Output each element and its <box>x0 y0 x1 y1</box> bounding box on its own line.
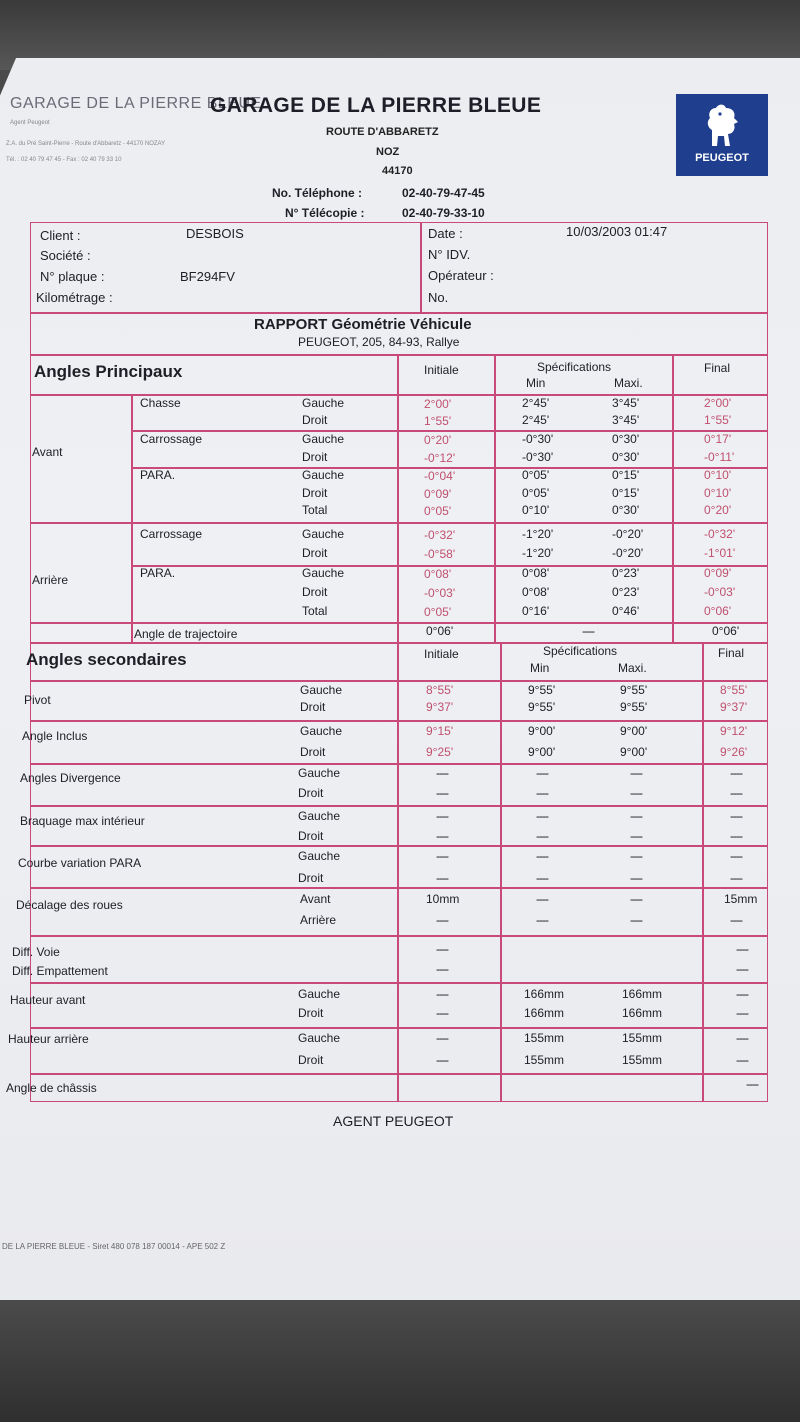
decalage-label: Décalage des roues <box>16 898 123 912</box>
divider <box>30 1073 768 1075</box>
hauteur-avant-label: Hauteur avant <box>10 993 86 1007</box>
inclus-min-cell: 9°00' <box>528 745 556 759</box>
principal-initiale-cell: 0°08' <box>424 567 452 581</box>
principal-initiale-cell: 0°05' <box>424 605 452 619</box>
principal-group-label: Chasse <box>140 396 181 410</box>
divider <box>30 845 768 847</box>
pivot-max-cell: 9°55' <box>620 700 648 714</box>
hauteur-arriere-min-droit: 155mm <box>524 1053 565 1067</box>
empty-value-dash: ---- <box>630 892 642 906</box>
faded-agent-label: Agent Peugeot <box>10 120 50 126</box>
principal-initiale-cell: -0°32' <box>424 528 456 542</box>
empty-value-dash: ---- <box>436 766 448 780</box>
principal-col-final: Final <box>704 361 731 375</box>
principal-col-specs: Spécifications <box>537 360 612 374</box>
peugeot-logo <box>676 94 768 176</box>
pivot-max-cell: 9°55' <box>620 683 648 697</box>
empty-value-dash: ---- <box>436 942 448 956</box>
pivot-label: Pivot <box>24 693 51 707</box>
secondary-col-final: Final <box>718 646 745 660</box>
principal-final-cell: 2°00' <box>704 396 732 410</box>
secondary-col-max: Maxi. <box>618 661 647 675</box>
pivot-side-label: Droit <box>300 700 326 714</box>
side-label: Droit <box>298 871 324 885</box>
side-label: Droit <box>298 1053 324 1067</box>
principal-col-min: Min <box>526 376 546 390</box>
principal-min-cell: -1°20' <box>522 527 554 541</box>
pivot-final-cell: 8°55' <box>720 683 748 697</box>
principal-max-cell: 0°15' <box>612 468 640 482</box>
principal-side-label: Gauche <box>302 566 345 580</box>
principal-side-label: Droit <box>302 585 328 599</box>
principal-min-cell: 0°05' <box>522 486 550 500</box>
principal-min-cell: 0°10' <box>522 503 550 517</box>
empty-value-dash: ---- <box>536 829 548 843</box>
client-value: DESBOIS <box>186 226 244 241</box>
principal-max-cell: -0°20' <box>612 546 644 560</box>
decalage-avant-final: 15mm <box>724 892 758 906</box>
secondary-col-min: Min <box>530 661 550 675</box>
empty-value-dash: ---- <box>536 786 548 800</box>
empty-value-dash: ---- <box>730 849 742 863</box>
principal-min-cell: -0°30' <box>522 432 554 446</box>
principal-side-label: Gauche <box>302 396 345 410</box>
principal-side-label: Droit <box>302 450 328 464</box>
fax-label: N° Télécopie : <box>285 206 365 220</box>
divider <box>397 642 399 1102</box>
courbe-label: Courbe variation PARA <box>18 856 142 870</box>
principal-group-label: Carrossage <box>140 432 203 446</box>
empty-value-dash: ---- <box>436 987 448 1001</box>
empty-value-dash: ---- <box>736 1006 748 1020</box>
divider <box>30 720 768 722</box>
peugeot-brand-text: PEUGEOT <box>695 152 749 164</box>
divider <box>30 805 768 807</box>
hauteur-avant-max-gauche: 166mm <box>622 987 663 1001</box>
arriere-label: Arrière <box>32 573 69 587</box>
pivot-initiale-cell: 8°55' <box>426 683 454 697</box>
inclus-max-cell: 9°00' <box>620 724 648 738</box>
principal-initiale-cell: -0°12' <box>424 451 456 465</box>
principal-min-cell: 0°16' <box>522 604 550 618</box>
empattement-label: Diff. Empattement <box>12 964 108 978</box>
divider <box>30 680 768 682</box>
principal-min-cell: 0°08' <box>522 585 550 599</box>
pivot-initiale-cell: 9°37' <box>426 700 454 714</box>
empty-value-dash: ---- <box>730 786 742 800</box>
phone-value: 02-40-79-47-45 <box>402 186 485 200</box>
garage-city: NOZ <box>376 146 400 158</box>
principal-final-cell: 0°17' <box>704 432 732 446</box>
inclus-final-cell: 9°26' <box>720 745 748 759</box>
side-label: Droit <box>298 1006 324 1020</box>
voie-label: Diff. Voie <box>12 945 60 959</box>
empty-value-dash: ---- <box>730 871 742 885</box>
principal-final-cell: -0°11' <box>704 450 735 464</box>
principal-final-cell: 0°06' <box>704 604 732 618</box>
side-label: Droit <box>298 829 324 843</box>
empty-value-dash: ---- <box>730 766 742 780</box>
braquage-label: Braquage max intérieur <box>20 814 145 828</box>
divider <box>500 642 502 1102</box>
principal-max-cell: 0°46' <box>612 604 640 618</box>
side-label: Gauche <box>298 987 341 1001</box>
empty-value-dash: ---- <box>436 871 448 885</box>
principal-initiale-cell: -0°58' <box>424 547 456 561</box>
divider <box>420 222 422 312</box>
pivot-final-cell: 9°37' <box>720 700 748 714</box>
divider <box>30 312 768 314</box>
principal-max-cell: 0°23' <box>612 566 640 580</box>
empty-value-dash: ---- <box>630 786 642 800</box>
principal-max-cell: 3°45' <box>612 413 640 427</box>
hauteur-arriere-max-droit: 155mm <box>622 1053 663 1067</box>
legal-footer: DE LA PIERRE BLEUE - Siret 480 078 187 00014 - APE 502 Z <box>2 1242 226 1251</box>
fax-value: 02-40-79-33-10 <box>402 206 485 220</box>
empty-value-dash: ---- <box>630 913 642 927</box>
empty-value-dash: ---- <box>436 962 448 976</box>
empty-value-dash: ---- <box>730 809 742 823</box>
side-label: Gauche <box>298 849 341 863</box>
principal-initiale-cell: 0°09' <box>424 487 452 501</box>
empty-value-dash: ---- <box>536 766 548 780</box>
principal-side-label: Droit <box>302 546 328 560</box>
principal-side-label: Gauche <box>302 468 345 482</box>
plaque-label: N° plaque : <box>40 269 105 284</box>
divider <box>30 622 768 624</box>
agent-peugeot-footer: AGENT PEUGEOT <box>333 1113 454 1129</box>
empty-value-dash: ---- <box>630 849 642 863</box>
empty-value-dash: ---- <box>630 829 642 843</box>
report-title: RAPPORT Géométrie Véhicule <box>254 316 472 333</box>
divider <box>494 354 496 642</box>
principal-max-cell: 0°15' <box>612 486 640 500</box>
side-label: Gauche <box>298 766 341 780</box>
trajectoire-initiale: 0°06' <box>426 624 454 638</box>
empty-value-dash: ---- <box>736 1053 748 1067</box>
inclus-side-label: Gauche <box>300 724 343 738</box>
empty-value-dash: ---- <box>436 1031 448 1045</box>
principal-max-cell: 3°45' <box>612 396 640 410</box>
principal-group-label: Carrossage <box>140 527 203 541</box>
divider <box>30 642 768 644</box>
client-label: Client : <box>40 228 81 243</box>
kilometrage-label: Kilométrage : <box>36 290 113 305</box>
empty-value-dash: ---- <box>736 962 748 976</box>
empty-value-dash: ---- <box>730 913 742 927</box>
principal-group-label: PARA. <box>140 566 176 580</box>
principal-initiale-cell: -0°04' <box>424 469 456 483</box>
trajectoire-spec: ---- <box>582 624 594 638</box>
inclus-max-cell: 9°00' <box>620 745 648 759</box>
divider <box>131 394 133 642</box>
avant-label: Avant <box>32 445 63 459</box>
divider <box>30 935 768 937</box>
principal-side-label: Droit <box>302 413 328 427</box>
divider <box>30 763 768 765</box>
principal-max-cell: 0°30' <box>612 432 640 446</box>
principal-side-label: Total <box>302 503 328 517</box>
principal-final-cell: 0°20' <box>704 503 732 517</box>
principal-final-cell: -0°32' <box>704 527 736 541</box>
principal-min-cell: 0°08' <box>522 566 550 580</box>
empty-value-dash: ---- <box>436 786 448 800</box>
principal-side-label: Gauche <box>302 432 345 446</box>
principal-col-max: Maxi. <box>614 376 643 390</box>
divider <box>30 354 768 356</box>
hauteur-arriere-label: Hauteur arrière <box>8 1032 89 1046</box>
chassis-label: Angle de châssis <box>6 1081 97 1095</box>
divider <box>702 642 704 1102</box>
hauteur-avant-min-gauche: 166mm <box>524 987 565 1001</box>
divider <box>672 354 674 642</box>
faded-garage-name: GARAGE DE LA PIERRE BLEUE <box>10 95 262 112</box>
date-label: Date : <box>428 226 463 241</box>
empty-value-dash: ---- <box>536 849 548 863</box>
inclus-initiale-cell: 9°15' <box>426 724 454 738</box>
principal-min-cell: -1°20' <box>522 546 554 560</box>
principal-side-label: Droit <box>302 486 328 500</box>
principal-initiale-cell: -0°03' <box>424 586 456 600</box>
decalage-arriere-side: Arrière <box>300 913 337 927</box>
empty-value-dash: ---- <box>736 942 748 956</box>
report-subtitle: PEUGEOT, 205, 84-93, Rallye <box>298 335 460 349</box>
secondary-col-specs: Spécifications <box>543 644 618 658</box>
empty-value-dash: ---- <box>536 913 548 927</box>
principal-final-cell: 0°09' <box>704 566 732 580</box>
principal-final-cell: 0°10' <box>704 468 732 482</box>
empty-value-dash: ---- <box>536 892 548 906</box>
empty-value-dash: ---- <box>436 809 448 823</box>
empty-value-dash: ---- <box>736 987 748 1001</box>
trajectoire-label: Angle de trajectoire <box>134 627 238 641</box>
divider <box>397 354 399 642</box>
principal-max-cell: -0°20' <box>612 527 644 541</box>
inclus-final-cell: 9°12' <box>720 724 748 738</box>
inclus-side-label: Droit <box>300 745 326 759</box>
trajectoire-final: 0°06' <box>712 624 740 638</box>
no-label: No. <box>428 290 449 305</box>
idv-label: N° IDV. <box>428 247 471 262</box>
empty-value-dash: ---- <box>436 913 448 927</box>
operateur-label: Opérateur : <box>428 268 494 283</box>
side-label: Droit <box>298 786 324 800</box>
empty-value-dash: ---- <box>436 849 448 863</box>
garage-title: GARAGE DE LA PIERRE BLEUE <box>210 94 542 117</box>
principal-min-cell: 2°45' <box>522 396 550 410</box>
empty-value-dash: ---- <box>746 1077 758 1091</box>
divider <box>30 887 768 889</box>
principal-side-label: Total <box>302 604 328 618</box>
principal-initiale-cell: 0°05' <box>424 504 452 518</box>
principal-heading: Angles Principaux <box>34 362 183 381</box>
empty-value-dash: ---- <box>730 829 742 843</box>
empty-value-dash: ---- <box>630 871 642 885</box>
principal-min-cell: -0°30' <box>522 450 554 464</box>
principal-final-cell: -1°01' <box>704 546 736 560</box>
plaque-value: BF294FV <box>180 269 235 284</box>
faded-address: Z.A. du Pré Saint-Pierre - Route d'Abbaretz - 44170 NOZAY <box>6 141 166 147</box>
side-label: Gauche <box>298 1031 341 1045</box>
principal-max-cell: 0°30' <box>612 450 640 464</box>
pivot-min-cell: 9°55' <box>528 683 556 697</box>
faded-phone: Tél. : 02 40 79 47 45 - Fax : 02 40 79 33 10 <box>6 157 122 163</box>
empty-value-dash: ---- <box>436 1006 448 1020</box>
principal-final-cell: 1°55' <box>704 413 732 427</box>
principal-initiale-cell: 1°55' <box>424 414 452 428</box>
divider <box>30 982 768 984</box>
inclus-label: Angle Inclus <box>22 729 88 743</box>
principal-final-cell: -0°03' <box>704 585 736 599</box>
empty-value-dash: ---- <box>536 871 548 885</box>
decalage-avant-initiale: 10mm <box>426 892 460 906</box>
principal-max-cell: 0°30' <box>612 503 640 517</box>
empty-value-dash: ---- <box>436 829 448 843</box>
date-value: 10/03/2003 01:47 <box>566 224 668 239</box>
divider <box>30 1027 768 1029</box>
pivot-side-label: Gauche <box>300 683 343 697</box>
hauteur-arriere-max-gauche: 155mm <box>622 1031 663 1045</box>
garage-postal-code: 44170 <box>382 165 413 177</box>
phone-label: No. Téléphone : <box>272 186 362 200</box>
societe-label: Société : <box>40 248 91 263</box>
background-bottom <box>0 1300 800 1422</box>
principal-col-initiale: Initiale <box>424 363 459 377</box>
principal-max-cell: 0°23' <box>612 585 640 599</box>
principal-initiale-cell: 0°20' <box>424 433 452 447</box>
principal-min-cell: 2°45' <box>522 413 550 427</box>
hauteur-arriere-min-gauche: 155mm <box>524 1031 565 1045</box>
secondary-heading: Angles secondaires <box>26 650 187 669</box>
decalage-avant-side: Avant <box>300 892 331 906</box>
pivot-min-cell: 9°55' <box>528 700 556 714</box>
inclus-initiale-cell: 9°25' <box>426 745 454 759</box>
principal-group-label: PARA. <box>140 468 176 482</box>
inclus-min-cell: 9°00' <box>528 724 556 738</box>
principal-initiale-cell: 2°00' <box>424 397 452 411</box>
divergence-label: Angles Divergence <box>20 771 121 785</box>
garage-route: ROUTE D'ABBARETZ <box>326 126 439 138</box>
empty-value-dash: ---- <box>630 766 642 780</box>
empty-value-dash: ---- <box>630 809 642 823</box>
empty-value-dash: ---- <box>536 809 548 823</box>
principal-final-cell: 0°10' <box>704 486 732 500</box>
divider <box>30 522 768 524</box>
principal-side-label: Gauche <box>302 527 345 541</box>
empty-value-dash: ---- <box>436 1053 448 1067</box>
principal-min-cell: 0°05' <box>522 468 550 482</box>
lion-icon <box>698 100 746 150</box>
secondary-col-initiale: Initiale <box>424 647 459 661</box>
hauteur-avant-min-droit: 166mm <box>524 1006 565 1020</box>
empty-value-dash: ---- <box>736 1031 748 1045</box>
side-label: Gauche <box>298 809 341 823</box>
hauteur-avant-max-droit: 166mm <box>622 1006 663 1020</box>
